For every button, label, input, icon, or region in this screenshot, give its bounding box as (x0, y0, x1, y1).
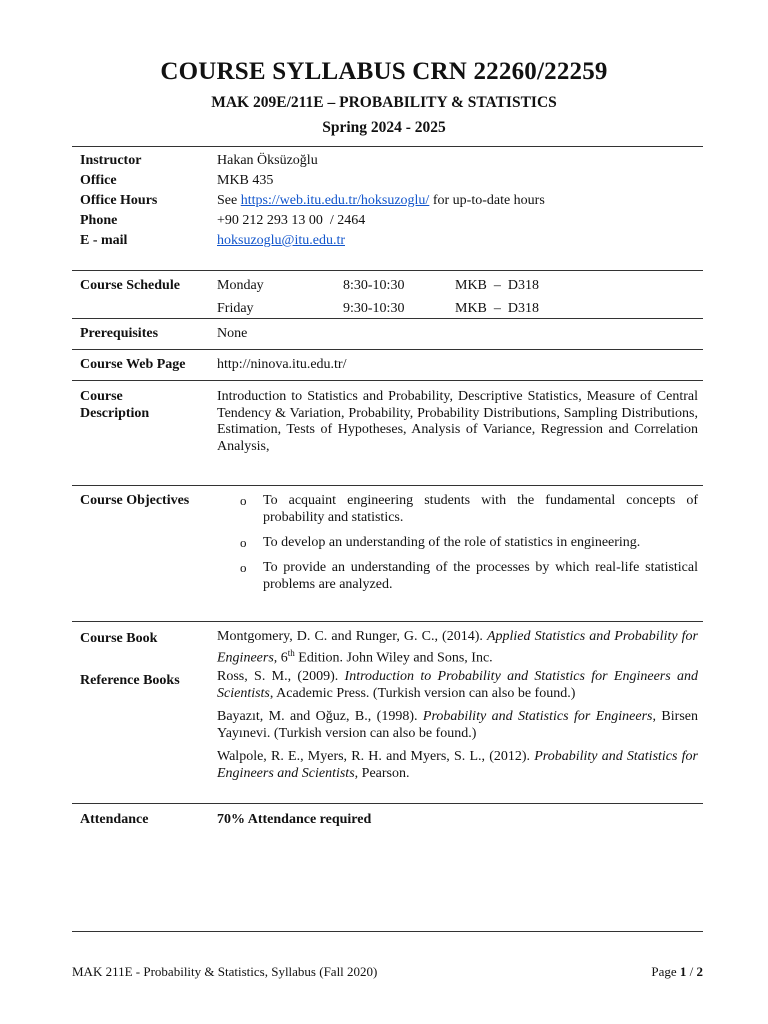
web-page-label: Course Web Page (80, 357, 186, 372)
description-label-2: Description (80, 406, 150, 421)
book-publisher: , Birsen Yayınevi. (Turkish version can also be found.) (217, 709, 698, 741)
objective-item: To acquaint engineering students with the fundamental concepts of probability and statistics. (263, 493, 698, 525)
instructor-value: Hakan Öksüzoğlu (217, 153, 318, 168)
divider (72, 270, 703, 271)
book-publisher: Edition. John Wiley and Sons, Inc. (294, 650, 493, 666)
schedule-label: Course Schedule (80, 278, 180, 293)
page-prefix: Page (651, 964, 680, 979)
schedule-time: 9:30-10:30 (343, 301, 405, 316)
office-label: Office (80, 173, 117, 188)
divider (72, 349, 703, 350)
schedule-room: MKB – D318 (455, 301, 540, 316)
prerequisites-label: Prerequisites (80, 326, 159, 341)
book-publisher: , Academic Press. (Turkish version can also be found.) (269, 686, 576, 701)
web-page-value[interactable]: http://ninova.itu.edu.tr/ (217, 357, 347, 372)
office-hours-prefix: See (217, 193, 241, 208)
attendance-value: 70% Attendance required (217, 812, 372, 827)
schedule-day: Friday (217, 301, 254, 316)
book-authors: Montgomery, D. C. and Runger, G. C., (2014). (217, 629, 487, 644)
objectives-label: Course Objectives (80, 493, 190, 508)
reference-book-entry (217, 748, 698, 782)
office-hours-label: Office Hours (80, 193, 158, 208)
reference-book-entry (217, 708, 698, 742)
book-title: Introduction to Probability and Statistics for Engineers and Scientists (217, 669, 699, 701)
email-link[interactable]: hoksuzoglu@itu.edu.tr (217, 233, 345, 248)
book-publisher: , Pearson. (354, 766, 410, 781)
book-title: Applied Statistics and Probability for Engineers (217, 629, 698, 666)
term-label: Spring 2024 - 2025 (322, 119, 446, 136)
schedule-room: MKB – D318 (455, 278, 540, 293)
objective-item: To develop an understanding of the role of statistics in engineering. (263, 535, 641, 550)
divider (72, 318, 703, 319)
bullet-marker: o (240, 560, 247, 575)
attendance-label: Attendance (80, 812, 149, 827)
phone-value: +90 212 293 13 00 / 2464 (217, 213, 366, 228)
description-label-1: Course (80, 389, 123, 404)
office-hours-suffix: for up-to-date hours (429, 193, 545, 208)
reference-books-label: Reference Books (80, 673, 180, 688)
divider (72, 146, 703, 147)
course-book-label: Course Book (80, 631, 158, 646)
office-hours-link[interactable]: https://web.itu.edu.tr/hoksuzoglu/ (240, 193, 430, 208)
book-title: Probability and Statistics for Engineers (422, 709, 653, 724)
phone-label: Phone (80, 213, 118, 228)
page-separator: / (686, 964, 697, 979)
schedule-day: Monday (217, 278, 264, 293)
book-authors: Ross, S. M., (2009). (217, 669, 345, 684)
bullet-marker: o (240, 493, 247, 508)
book-title: Probability and Statistics for Engineers and Scientists (217, 749, 698, 781)
course-subtitle: MAK 209E/211E – PROBABILITY & STATISTICS (211, 94, 557, 111)
book-authors: Bayazıt, M. and Oğuz, B., (1998). (217, 709, 423, 724)
schedule-time: 8:30-10:30 (343, 278, 405, 293)
book-authors: Walpole, R. E., Myers, R. H. and Myers, S. L., (2012). (217, 749, 535, 764)
footer-course-label: MAK 211E - Probability & Statistics, Syllabus (Fall 2020) (72, 964, 378, 979)
office-hours-value (217, 191, 545, 211)
reference-book-entry (217, 668, 698, 702)
bullet-marker: o (240, 535, 247, 550)
book-edition-suffix: th (287, 648, 295, 658)
page-current: 1 (679, 964, 687, 979)
email-label: E - mail (80, 233, 128, 248)
objective-item: To provide an understanding of the processes by which real-life statistical problems are analyzed. (263, 560, 698, 592)
footer-divider (72, 931, 703, 932)
course-book-entry (217, 628, 698, 667)
page-total: 2 (696, 964, 703, 979)
prerequisites-value: None (217, 326, 248, 341)
instructor-label: Instructor (80, 153, 142, 168)
description-text: Introduction to Statistics and Probability, Descriptive Statistics, Measure of Central Tendency & Variation, Probability, Probability Distributions, Sampling Distributions, Estimation, Tests of Hypotheses, Analysis of Variance, Regression and Correlation Analysis, (217, 389, 698, 454)
book-edition: , 6 (273, 650, 288, 666)
divider (72, 485, 703, 486)
page-number (603, 964, 703, 980)
divider (72, 621, 703, 622)
divider (72, 380, 703, 381)
divider (72, 803, 703, 804)
page-title: COURSE SYLLABUS CRN 22260/22259 (160, 58, 608, 85)
office-value: MKB 435 (217, 173, 274, 188)
